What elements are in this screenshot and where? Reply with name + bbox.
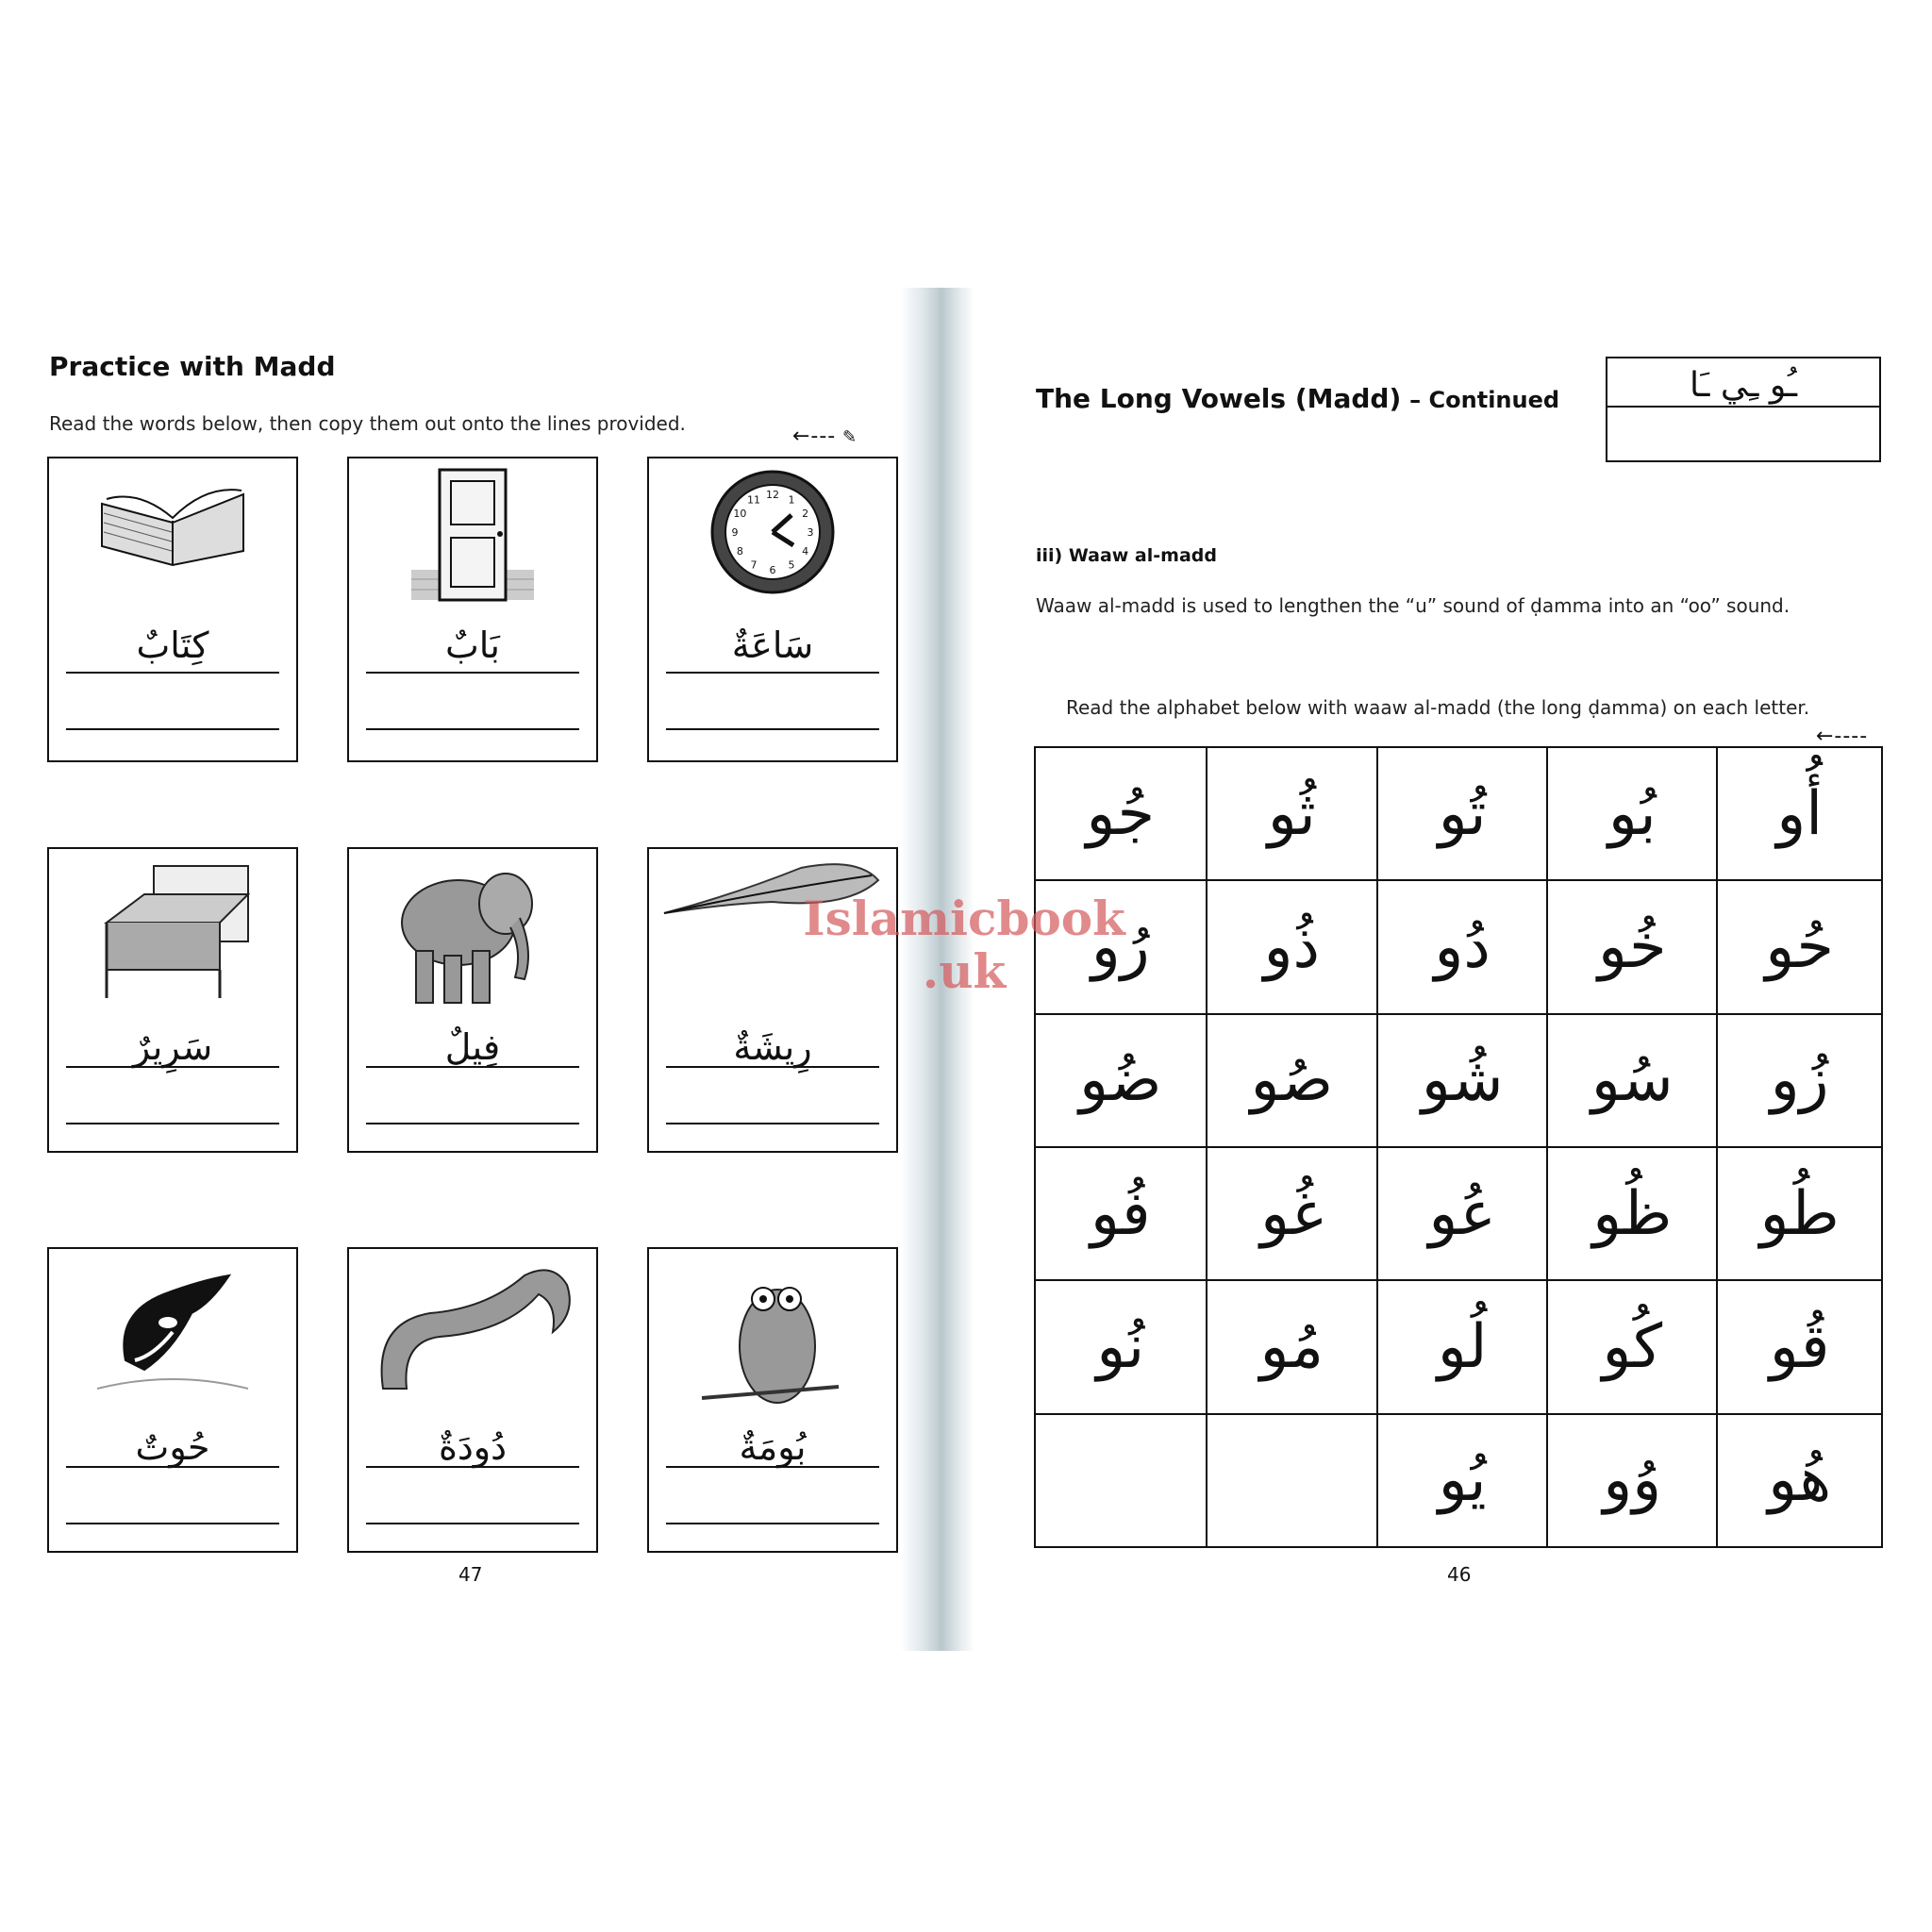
door-icon bbox=[402, 466, 543, 608]
letter-cell: سُو bbox=[1547, 1014, 1717, 1147]
word-card bbox=[647, 1247, 898, 1553]
writing-line[interactable] bbox=[66, 1466, 279, 1468]
writing-line[interactable] bbox=[366, 1523, 579, 1524]
letter-cell: حُو bbox=[1717, 880, 1882, 1013]
watermark: Islamicbook .uk bbox=[803, 891, 1125, 999]
arrow-right-icon: ←---- bbox=[1816, 724, 1869, 748]
clock-number: 11 bbox=[747, 493, 760, 507]
card-word: دُودَةٌ bbox=[438, 1426, 508, 1468]
card-picture bbox=[707, 466, 839, 602]
word-card bbox=[347, 1247, 598, 1553]
letter-cell: فُو bbox=[1035, 1147, 1207, 1280]
writing-line[interactable] bbox=[366, 1066, 579, 1068]
letter-cell: مُو bbox=[1207, 1280, 1378, 1413]
letter-cell: ضُو bbox=[1035, 1014, 1207, 1147]
clock-number: 10 bbox=[733, 508, 747, 520]
card-picture bbox=[402, 466, 543, 611]
clock-number: 1 bbox=[788, 493, 795, 507]
page-title-right: The Long Vowels (Madd) – Continued bbox=[1036, 383, 1560, 414]
word-card bbox=[647, 457, 898, 762]
writing-line[interactable] bbox=[66, 1523, 279, 1524]
letter-cell: زُو bbox=[1717, 1014, 1882, 1147]
letter-cell: خُو bbox=[1547, 880, 1717, 1013]
clock-number: 4 bbox=[802, 545, 809, 558]
letter-cell: هُو bbox=[1717, 1414, 1882, 1547]
letter-cell: جُو bbox=[1035, 747, 1207, 880]
letter-cell: أُو bbox=[1717, 747, 1882, 880]
word-card bbox=[47, 1247, 298, 1553]
letter-cell: شُو bbox=[1377, 1014, 1547, 1147]
word-card bbox=[347, 847, 598, 1153]
letter-cell bbox=[1207, 1414, 1378, 1547]
letter-cell: صُو bbox=[1207, 1014, 1378, 1147]
word-card bbox=[47, 457, 298, 762]
letter-cell: ثُو bbox=[1207, 747, 1378, 880]
page-number-left: 47 bbox=[458, 1563, 483, 1586]
word-card bbox=[47, 847, 298, 1153]
letter-cell: يُو bbox=[1377, 1414, 1547, 1547]
card-word: سَاعَةٌ bbox=[731, 625, 814, 666]
writing-line[interactable] bbox=[666, 1123, 879, 1124]
grid-row bbox=[1035, 1280, 1882, 1413]
book-icon bbox=[92, 466, 253, 570]
grid-row bbox=[1035, 747, 1882, 880]
letters-grid bbox=[1034, 746, 1883, 1548]
clock-number: 3 bbox=[807, 526, 814, 539]
clock-icon bbox=[707, 466, 839, 598]
writing-line[interactable] bbox=[66, 1066, 279, 1068]
clock-number: 5 bbox=[788, 558, 795, 572]
page-title-left: Practice with Madd bbox=[49, 351, 336, 382]
card-word: بَابٌ bbox=[445, 625, 500, 666]
card-picture bbox=[92, 466, 253, 574]
letter-cell: ذُو bbox=[1207, 880, 1378, 1013]
grid-row bbox=[1035, 1414, 1882, 1547]
section-description: Waaw al-madd is used to lengthen the “u” sound of ḍamma into an “oo” sound. bbox=[1036, 594, 1790, 617]
letter-cell: لُو bbox=[1377, 1280, 1547, 1413]
writing-line[interactable] bbox=[666, 672, 879, 674]
letter-cell: بُو bbox=[1547, 747, 1717, 880]
letter-cell: نُو bbox=[1035, 1280, 1207, 1413]
letter-cell: عُو bbox=[1377, 1147, 1547, 1280]
letter-cell: دُو bbox=[1377, 880, 1547, 1013]
writing-line[interactable] bbox=[66, 728, 279, 730]
owl-icon bbox=[697, 1257, 848, 1417]
grid-row bbox=[1035, 880, 1882, 1013]
letter-cell: طُو bbox=[1717, 1147, 1882, 1280]
card-picture bbox=[392, 857, 553, 1011]
writing-line[interactable] bbox=[366, 1466, 579, 1468]
page-number-right: 46 bbox=[1447, 1563, 1472, 1586]
clock-number: 8 bbox=[736, 545, 743, 558]
worm-icon bbox=[364, 1257, 581, 1398]
writing-line[interactable] bbox=[366, 728, 579, 730]
letter-cell: كُو bbox=[1547, 1280, 1717, 1413]
writing-line[interactable] bbox=[666, 728, 879, 730]
arrow-left-icon: ←--- ✎ bbox=[792, 425, 858, 448]
letter-cell: رُو bbox=[1035, 880, 1207, 1013]
writing-line[interactable] bbox=[66, 672, 279, 674]
clock-number: 7 bbox=[750, 558, 758, 572]
letter-cell: غُو bbox=[1207, 1147, 1378, 1280]
bed-icon bbox=[88, 857, 258, 1008]
word-card bbox=[347, 457, 598, 762]
card-word: سَرِيرٌ bbox=[132, 1026, 213, 1068]
clock-number: 6 bbox=[769, 564, 776, 576]
letter-cell: تُو bbox=[1377, 747, 1547, 880]
letter-cell bbox=[1035, 1414, 1207, 1547]
card-picture bbox=[364, 1257, 581, 1402]
clock-number: 12 bbox=[766, 489, 779, 501]
card-picture bbox=[88, 857, 258, 1011]
vowel-signs: ـُو ـِي ـَا bbox=[1689, 366, 1798, 405]
writing-line[interactable] bbox=[666, 1523, 879, 1524]
writing-line[interactable] bbox=[366, 1123, 579, 1124]
card-picture bbox=[88, 1257, 258, 1402]
writing-line[interactable] bbox=[666, 1066, 879, 1068]
writing-line[interactable] bbox=[666, 1466, 879, 1468]
elephant-icon bbox=[392, 857, 553, 1008]
vowel-box bbox=[1606, 357, 1881, 462]
card-word: رِيشَةٌ bbox=[733, 1026, 812, 1068]
card-word: حُوتٌ bbox=[135, 1426, 210, 1468]
clock-number: 9 bbox=[731, 526, 739, 539]
grid-row bbox=[1035, 1147, 1882, 1280]
writing-line[interactable] bbox=[366, 672, 579, 674]
letter-cell: قُو bbox=[1717, 1280, 1882, 1413]
card-word: كِتَابٌ bbox=[136, 625, 209, 666]
card-word: بُومَةٌ bbox=[739, 1426, 807, 1468]
clock-number: 2 bbox=[802, 508, 809, 520]
whale-icon bbox=[88, 1257, 258, 1398]
letter-cell: وُو bbox=[1547, 1414, 1717, 1547]
writing-line[interactable] bbox=[66, 1123, 279, 1124]
section-heading: iii) Waaw al-madd bbox=[1036, 545, 1217, 566]
instruction-left: Read the words below, then copy them out onto the lines provided. bbox=[49, 412, 686, 435]
card-word: فِيلٌ bbox=[444, 1026, 501, 1068]
letter-cell: ظُو bbox=[1547, 1147, 1717, 1280]
grid-row bbox=[1035, 1014, 1882, 1147]
instruction-right: Read the alphabet below with waaw al-madd (the long ḍamma) on each letter. bbox=[1066, 696, 1810, 719]
card-picture bbox=[697, 1257, 848, 1421]
